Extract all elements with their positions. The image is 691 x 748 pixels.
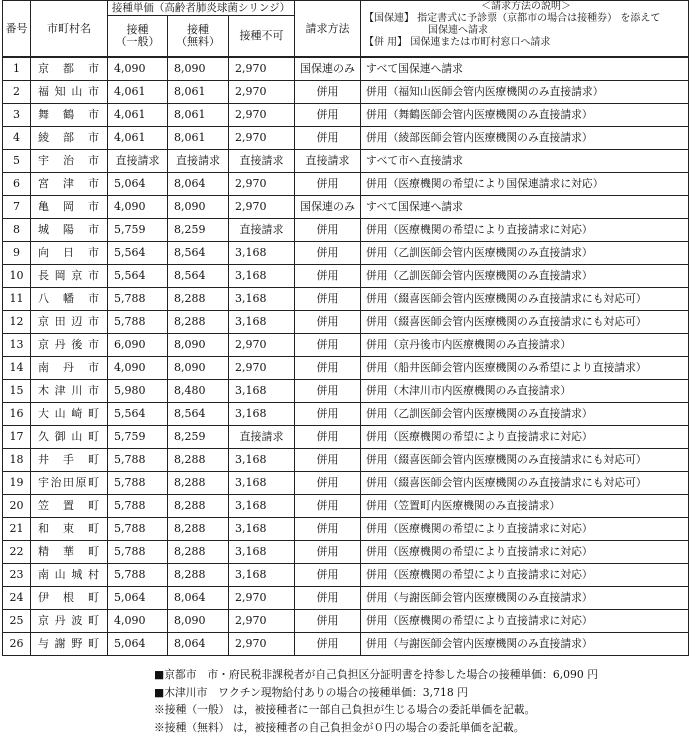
- cell-no: 9: [3, 242, 31, 265]
- cell-not-possible: 直接請求: [229, 150, 295, 173]
- cell-note: 併用（乙訓医師会管内医療機関のみ直接請求）: [361, 265, 689, 288]
- header-general: 接種 （一般）: [108, 16, 168, 58]
- cell-general: 4,061: [108, 104, 168, 127]
- cell-name: 城陽市: [31, 219, 108, 242]
- header-method: 請求方法: [295, 1, 361, 58]
- table-row: [3, 127, 689, 150]
- cell-method: 併用: [295, 265, 361, 288]
- cell-name: 宮津市: [31, 173, 108, 196]
- header-name: 市町村名: [31, 1, 108, 58]
- cell-method: 併用: [295, 104, 361, 127]
- cell-note: 併用（笠置町内医療機関のみ直接請求）: [361, 495, 689, 518]
- cell-name: 亀岡市: [31, 196, 108, 219]
- cell-note: 併用（綴喜医師会管内医療機関のみ直接請求にも対応可）: [361, 449, 689, 472]
- cell-not-possible: 3,168: [229, 564, 295, 587]
- cell-free: 8,564: [168, 265, 229, 288]
- cell-free: 8,480: [168, 380, 229, 403]
- cell-free: 8,064: [168, 587, 229, 610]
- cell-name: 久御山町: [31, 426, 108, 449]
- cell-general: 5,064: [108, 587, 168, 610]
- cell-note: 併用（与謝医師会管内医療機関のみ直接請求）: [361, 633, 689, 656]
- footnote-line: ■木津川市 ワクチン現物給付ありの場合の接種単価：3,718 円: [154, 685, 468, 699]
- cell-free: 8,064: [168, 633, 229, 656]
- cell-method: 併用: [295, 242, 361, 265]
- cell-general: 5,788: [108, 495, 168, 518]
- cell-general: 5,064: [108, 173, 168, 196]
- cell-no: 22: [3, 541, 31, 564]
- cell-general: 直接請求: [108, 150, 168, 173]
- cell-general: 4,090: [108, 57, 168, 81]
- cell-note: 併用（京丹後市内医療機関のみ直接請求）: [361, 334, 689, 357]
- cell-note: 併用（舞鶴医師会管内医療機関のみ直接請求）: [361, 104, 689, 127]
- table-row: [3, 587, 689, 610]
- cell-not-possible: 3,168: [229, 449, 295, 472]
- cell-no: 10: [3, 265, 31, 288]
- cell-free: 8,259: [168, 426, 229, 449]
- cell-method: 併用: [295, 288, 361, 311]
- table-row: [3, 357, 689, 380]
- cell-note: 併用（綾部医師会管内医療機関のみ直接請求）: [361, 127, 689, 150]
- header-not-possible: 接種不可: [229, 16, 295, 58]
- cell-no: 18: [3, 449, 31, 472]
- cell-no: 7: [3, 196, 31, 219]
- cell-note: 併用（綴喜医師会管内医療機関のみ直接請求にも対応可）: [361, 472, 689, 495]
- description-line-2: 国保連へ請求: [428, 25, 488, 36]
- table-row: [3, 219, 689, 242]
- cell-method: 併用: [295, 311, 361, 334]
- cell-name: 宇治田原町: [31, 472, 108, 495]
- cell-method: 併用: [295, 81, 361, 104]
- cell-method: 直接請求: [295, 150, 361, 173]
- cell-name: 京丹後市: [31, 334, 108, 357]
- cell-general: 4,061: [108, 81, 168, 104]
- cell-note: 併用（船井医師会管内医療機関のみ希望により直接請求）: [361, 357, 689, 380]
- cell-name: 八幡市: [31, 288, 108, 311]
- cell-not-possible: 2,970: [229, 173, 295, 196]
- cell-no: 2: [3, 81, 31, 104]
- cell-name: 南丹市: [31, 357, 108, 380]
- cell-general: 4,090: [108, 610, 168, 633]
- cell-general: 5,564: [108, 265, 168, 288]
- cell-method: 併用: [295, 564, 361, 587]
- cell-not-possible: 2,970: [229, 357, 295, 380]
- cell-free: 8,259: [168, 219, 229, 242]
- cell-method: 併用: [295, 495, 361, 518]
- table-row: [3, 541, 689, 564]
- header-free: 接種 （無料）: [168, 16, 229, 58]
- cell-no: 17: [3, 426, 31, 449]
- cell-general: 5,788: [108, 541, 168, 564]
- cell-free: 8,288: [168, 472, 229, 495]
- cell-method: 併用: [295, 633, 361, 656]
- cell-general: 6,090: [108, 334, 168, 357]
- cell-not-possible: 2,970: [229, 334, 295, 357]
- cell-not-possible: 2,970: [229, 104, 295, 127]
- cell-note: 併用（綴喜医師会管内医療機関のみ直接請求にも対応可）: [361, 288, 689, 311]
- cell-free: 8,061: [168, 127, 229, 150]
- table-row: [3, 196, 689, 219]
- table-row: [3, 288, 689, 311]
- table-row: [3, 472, 689, 495]
- cell-no: 4: [3, 127, 31, 150]
- cell-general: 4,090: [108, 196, 168, 219]
- cell-not-possible: 3,168: [229, 495, 295, 518]
- cell-general: 5,788: [108, 449, 168, 472]
- cell-free: 8,288: [168, 518, 229, 541]
- cell-note: 併用（乙訓医師会管内医療機関のみ直接請求）: [361, 242, 689, 265]
- cell-free: 8,288: [168, 564, 229, 587]
- cell-note: 併用（乙訓医師会管内医療機関のみ直接請求）: [361, 403, 689, 426]
- cell-method: 併用: [295, 518, 361, 541]
- cell-no: 1: [3, 57, 31, 81]
- table-row: [3, 81, 689, 104]
- table-row: [3, 173, 689, 196]
- cell-note: 併用（医療機関の希望により直接請求に対応）: [361, 564, 689, 587]
- cell-not-possible: 3,168: [229, 472, 295, 495]
- cell-note: すべて国保連へ請求: [361, 57, 689, 81]
- cell-not-possible: 3,168: [229, 518, 295, 541]
- cell-no: 3: [3, 104, 31, 127]
- cell-general: 5,759: [108, 426, 168, 449]
- cell-name: 京田辺市: [31, 311, 108, 334]
- cell-not-possible: 2,970: [229, 587, 295, 610]
- cell-note: 併用（木津川市内医療機関のみ直接請求）: [361, 380, 689, 403]
- table-row: [3, 426, 689, 449]
- cell-free: 8,061: [168, 104, 229, 127]
- table-row: [3, 150, 689, 173]
- cell-no: 6: [3, 173, 31, 196]
- cell-method: 併用: [295, 219, 361, 242]
- table-row: [3, 242, 689, 265]
- cell-name: 和束町: [31, 518, 108, 541]
- cell-method: 併用: [295, 357, 361, 380]
- cell-note: 併用（福知山医師会管内医療機関のみ直接請求）: [361, 81, 689, 104]
- table-row: [3, 104, 689, 127]
- cell-free: 8,090: [168, 610, 229, 633]
- table-row: [3, 265, 689, 288]
- cell-general: 5,564: [108, 242, 168, 265]
- cell-general: 5,064: [108, 633, 168, 656]
- cell-no: 24: [3, 587, 31, 610]
- cell-name: 綾部市: [31, 127, 108, 150]
- cell-free: 8,288: [168, 449, 229, 472]
- table-row: [3, 449, 689, 472]
- cell-free: 8,288: [168, 288, 229, 311]
- cell-name: 大山崎町: [31, 403, 108, 426]
- cell-method: 国保連のみ: [295, 196, 361, 219]
- cell-method: 国保連のみ: [295, 57, 361, 81]
- table-row: [3, 564, 689, 587]
- cell-not-possible: 3,168: [229, 380, 295, 403]
- footnotes: [154, 666, 598, 736]
- table-row: [3, 311, 689, 334]
- cell-name: 京丹波町: [31, 610, 108, 633]
- cell-no: 23: [3, 564, 31, 587]
- cell-not-possible: 3,168: [229, 541, 295, 564]
- description-line-1: 【国保連】 指定書式に予診票（京都市の場合は接種券） を添えて: [364, 13, 661, 24]
- cell-general: 5,788: [108, 288, 168, 311]
- cell-not-possible: 3,168: [229, 288, 295, 311]
- table-row: [3, 633, 689, 656]
- header-no: 番号: [3, 1, 31, 58]
- cell-general: 5,788: [108, 311, 168, 334]
- cell-note: 併用（医療機関の希望により直接請求に対応）: [361, 541, 689, 564]
- cell-general: 5,788: [108, 472, 168, 495]
- table-row: [3, 518, 689, 541]
- cell-name: 舞鶴市: [31, 104, 108, 127]
- cell-no: 15: [3, 380, 31, 403]
- cell-name: 与謝野町: [31, 633, 108, 656]
- cell-method: 併用: [295, 127, 361, 150]
- cell-not-possible: 直接請求: [229, 426, 295, 449]
- cell-free: 8,288: [168, 541, 229, 564]
- cell-general: 5,788: [108, 518, 168, 541]
- cell-name: 京都市: [31, 57, 108, 81]
- cell-free: 8,090: [168, 196, 229, 219]
- cell-note: 併用（医療機関の希望により直接請求に対応）: [361, 518, 689, 541]
- cell-free: 8,064: [168, 173, 229, 196]
- cell-not-possible: 2,970: [229, 610, 295, 633]
- cell-no: 16: [3, 403, 31, 426]
- cell-general: 5,759: [108, 219, 168, 242]
- document-page: [2, 0, 688, 734]
- cell-no: 26: [3, 633, 31, 656]
- cell-not-possible: 2,970: [229, 57, 295, 81]
- cell-general: 4,090: [108, 357, 168, 380]
- cell-name: 南山城村: [31, 564, 108, 587]
- cell-no: 25: [3, 610, 31, 633]
- cell-free: 8,090: [168, 57, 229, 81]
- cell-name: 向日市: [31, 242, 108, 265]
- cell-not-possible: 3,168: [229, 403, 295, 426]
- cell-name: 長岡京市: [31, 265, 108, 288]
- description-line-3: 【併 用】 国保連または市町村窓口へ請求: [364, 37, 551, 48]
- cell-method: 併用: [295, 472, 361, 495]
- cell-free: 8,288: [168, 311, 229, 334]
- cell-method: 併用: [295, 610, 361, 633]
- cell-free: 8,564: [168, 242, 229, 265]
- cell-note: すべて国保連へ請求: [361, 196, 689, 219]
- cell-no: 12: [3, 311, 31, 334]
- cell-not-possible: 直接請求: [229, 219, 295, 242]
- cell-name: 福知山市: [31, 81, 108, 104]
- cell-no: 19: [3, 472, 31, 495]
- cell-note: 併用（医療機関の希望により国保連請求に対応）: [361, 173, 689, 196]
- header-unit-price-group: 接種単価（高齢者肺炎球菌シリンジ）: [108, 1, 295, 16]
- cell-free: 8,090: [168, 357, 229, 380]
- cell-general: 5,788: [108, 564, 168, 587]
- cell-no: 5: [3, 150, 31, 173]
- cell-name: 精華町: [31, 541, 108, 564]
- cell-free: 8,564: [168, 403, 229, 426]
- cell-general: 5,564: [108, 403, 168, 426]
- table-row: [3, 57, 689, 81]
- cell-general: 4,061: [108, 127, 168, 150]
- footnote-line: ■京都市 市・府民税非課税者が自己負担区分証明書を持参した場合の接種単価：6,090 円: [154, 668, 599, 681]
- cell-name: 木津川市: [31, 380, 108, 403]
- cell-no: 8: [3, 219, 31, 242]
- cell-general: 5,980: [108, 380, 168, 403]
- cell-method: 併用: [295, 380, 361, 403]
- cell-note: 併用（医療機関の希望により直接請求に対応）: [361, 219, 689, 242]
- cell-method: 併用: [295, 541, 361, 564]
- cell-note: 併用（医療機関の希望により直接請求に対応）: [361, 610, 689, 633]
- cell-not-possible: 2,970: [229, 633, 295, 656]
- cell-free: 8,288: [168, 495, 229, 518]
- cell-method: 併用: [295, 449, 361, 472]
- cell-no: 20: [3, 495, 31, 518]
- cell-no: 13: [3, 334, 31, 357]
- footnote-line: ※接種（一般） は，被接種者に一部自己負担が生じる場合の委託単価を記載。: [154, 703, 536, 716]
- description-title: ＜請求方法の説明＞: [481, 1, 571, 12]
- cell-not-possible: 2,970: [229, 81, 295, 104]
- cell-method: 併用: [295, 587, 361, 610]
- cell-not-possible: 3,168: [229, 311, 295, 334]
- cell-name: 伊根町: [31, 587, 108, 610]
- table-header: [3, 1, 689, 58]
- header-description: [361, 1, 689, 58]
- cell-note: 併用（医療機関の希望により直接請求に対応）: [361, 426, 689, 449]
- cell-method: 併用: [295, 403, 361, 426]
- cell-no: 11: [3, 288, 31, 311]
- table-body: [3, 57, 689, 656]
- cell-free: 8,090: [168, 334, 229, 357]
- cell-name: 井手町: [31, 449, 108, 472]
- table-row: [3, 495, 689, 518]
- cell-note: すべて市へ直接請求: [361, 150, 689, 173]
- cell-not-possible: 2,970: [229, 127, 295, 150]
- cell-name: 宇治市: [31, 150, 108, 173]
- cell-no: 21: [3, 518, 31, 541]
- vaccination-price-table: [2, 0, 689, 656]
- table-row: [3, 610, 689, 633]
- cell-not-possible: 3,168: [229, 265, 295, 288]
- cell-note: 併用（与謝医師会管内医療機関のみ直接請求）: [361, 587, 689, 610]
- cell-not-possible: 2,970: [229, 196, 295, 219]
- footnote-line: ※接種（無料） は，被接種者の自己負担金が０円の場合の委託単価を記載。: [154, 720, 525, 734]
- cell-free: 直接請求: [168, 150, 229, 173]
- cell-note: 併用（綴喜医師会管内医療機関のみ直接請求にも対応可）: [361, 311, 689, 334]
- table-row: [3, 380, 689, 403]
- cell-no: 14: [3, 357, 31, 380]
- table-row: [3, 403, 689, 426]
- table-row: [3, 334, 689, 357]
- cell-method: 併用: [295, 426, 361, 449]
- cell-method: 併用: [295, 334, 361, 357]
- cell-free: 8,061: [168, 81, 229, 104]
- cell-method: 併用: [295, 173, 361, 196]
- cell-name: 笠置町: [31, 495, 108, 518]
- cell-not-possible: 3,168: [229, 242, 295, 265]
